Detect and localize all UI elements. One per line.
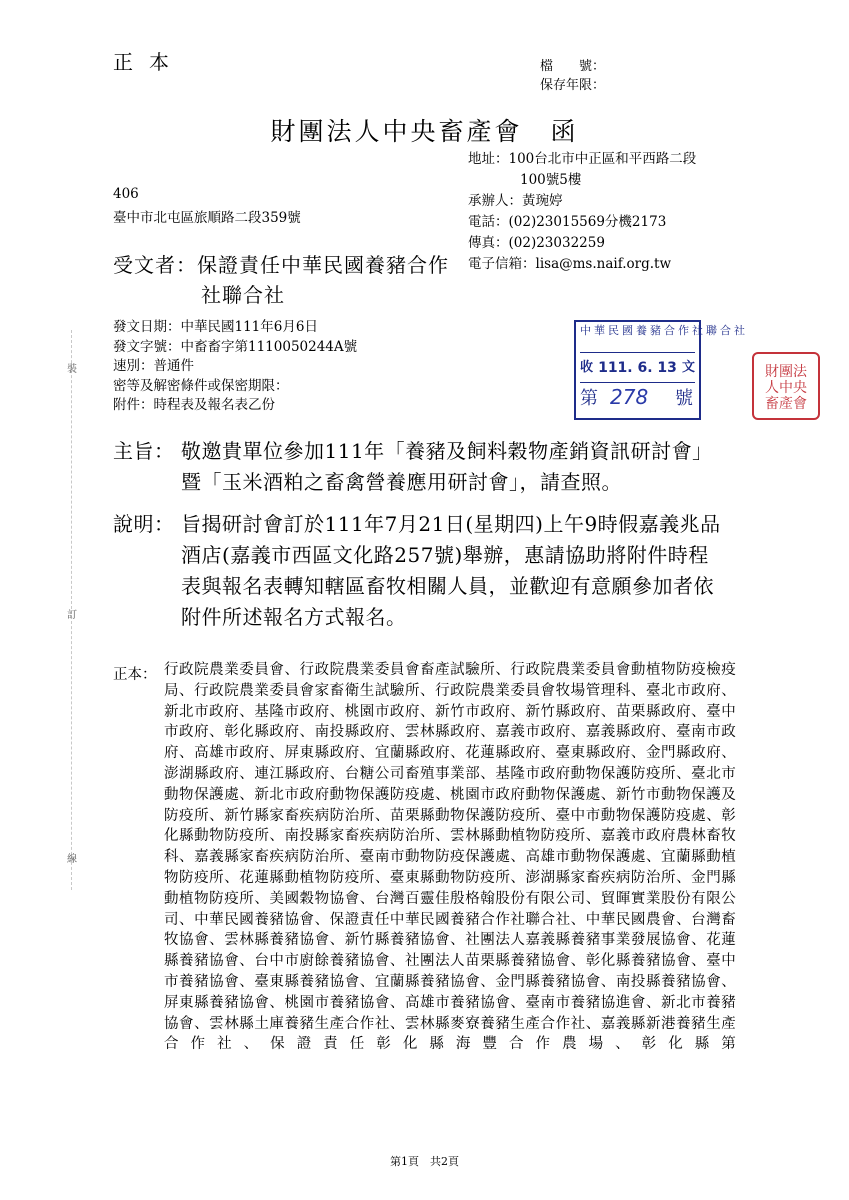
receipt-stamp-org: 中華民國養豬合作社聯合社 [580,324,695,353]
archive-file-no: 檔 號： [540,59,606,74]
copy-mark: 正本 [113,50,185,74]
subject-line1: 敬邀貴單位參加111年「養豬及飼料穀物產銷資訊研討會」 [181,439,713,463]
secrecy-level: 密等及解密條件或保密期限： [113,377,289,394]
document-meta [113,318,357,416]
sender-address [468,149,696,275]
binding-mark-ding: 訂 [67,610,77,621]
subject-label: 主旨： [113,439,175,463]
recipient-address: 臺中市北屯區旅順路二段359號 [113,210,301,226]
explanation-label: 說明： [113,512,175,536]
document-title: 財團法人中央畜產會 函 [270,117,579,146]
fax: 傳真：(02)23032259 [468,235,605,251]
subject-line2: 暨「玉米酒粕之畜禽營養應用研討會」，請查照。 [181,470,622,494]
seal-text: 財團法人中央畜產會 [765,364,807,412]
binding-mark-xian: 線 [67,854,77,865]
explanation-line1: 旨揭研討會訂於111年7月21日(星期四)上午9時假嘉義兆品 [181,512,721,536]
explanation-section [113,509,721,633]
receipt-stamp-prefix: 第 [580,388,598,409]
recipient-block [113,250,473,310]
explanation-line4: 附件所述報名方式報名。 [181,605,407,629]
speed-class: 速別：普通件 [113,358,194,374]
archive-retention: 保存年限： [540,78,606,93]
recipient-name-line2: 社聯合社 [201,283,285,307]
receipt-stamp [574,320,748,420]
distribution-label: 正本： [113,667,157,683]
page-number: 第1頁 共2頁 [390,1155,459,1168]
binding-mark-zhuang: 裝 [67,364,77,375]
issue-date: 發文日期：中華民國111年6月6日 [113,319,318,335]
receipt-stamp-side-left: 收 [580,360,594,375]
recipient-postcode: 406 [113,186,139,202]
attachment-info: 附件：時程表及報名表乙份 [113,397,275,413]
receipt-stamp-date: 111. 6. 13 [598,360,677,376]
receipt-stamp-number-row [580,384,695,414]
organization-seal [752,352,820,420]
distribution-list: 行政院農業委員會、行政院農業委員會畜產試驗所、行政院農業委員會動植物防疫檢疫局、行政院農業委員會家畜衛生試驗所、行政院農業委員會牧場管理科、臺北市政府、新北市政府、基隆市政府、桃園市政府、新竹市政府、新竹縣政府、苗栗縣政府、臺中市政府、彰化縣政府、南投縣政府、雲林縣政府、嘉義市政府、嘉義縣政府、臺南市政府、高雄市政府、屏東縣政府、宜蘭縣政府、花蓮縣政府、臺東縣政府、金門縣政府、澎湖縣政府、連江縣政府、台糖公司畜殖事業部、基隆市政府動物保護防疫所、臺北市動物保護處、新北市政府動物保護防疫處、桃園市政府動物保護處、新竹市動物保護及防疫所、新竹縣家畜疾病防治所、苗栗縣動物保護防疫所、臺中市動物保護防疫處、彰化縣動物防疫所、南投縣家畜疾病防治所、雲林縣動植物防疫所、嘉義市政府農林畜牧科、嘉義縣家畜疾病防治所、臺南市動物防疫保護處、高雄市動物保護處、宜蘭縣動植物防疫所、花蓮縣動植物防疫所、臺東縣動物防疫所、澎湖縣家畜疾病防治所、金門縣動植物防疫所、美國穀物協會、台灣百靈佳殷格翰股份有限公司、貿暉實業股份有限公司、中華民國養豬協會、保證責任中華民國養豬合作社聯合社、中華民國農會、台灣畜牧協會、雲林縣養豬協會、新竹縣養豬協會、社團法人嘉義縣養豬事業發展協會、花蓮縣養豬協會、台中市廚餘養豬協會、社團法人苗栗縣養豬協會、彰化縣養豬協會、臺中市養豬協會、臺東縣養豬協會、宜蘭縣養豬協會、金門縣養豬協會、南投縣養豬協會、屏東縣養豬協會、桃園市養豬協會、高雄市養豬協會、臺南市養豬協進會、新北市養豬協會、雲林縣土庫養豬生產合作社、雲林縣麥寮養豬生產合作社、嘉義縣新港養豬生產合作社、保證責任彰化縣海豐合作農場、彰化縣第 [164,662,736,1053]
receipt-stamp-side-right: 文 [681,360,695,375]
document-number: 發文字號：中畜畜字第1110050244A號 [113,338,358,355]
sender-address-line2: 100號5樓 [520,172,582,188]
email: 電子信箱：lisa@ms.naif.org.tw [468,256,671,272]
contact-person: 承辦人：黃琬婷 [468,193,563,209]
receipt-stamp-date-row [580,354,695,383]
explanation-line3: 表與報名表轉知轄區畜牧相關人員，並歡迎有意願參加者依 [181,574,714,598]
subject-section [113,436,713,498]
explanation-line2: 酒店(嘉義市西區文化路257號)舉辦，惠請協助將附件時程 [181,543,709,567]
receipt-stamp-number: 278 [610,385,649,409]
sender-address-line1: 地址：100台北市中正區和平西路二段 [468,151,697,167]
receipt-stamp-suffix: 號 [675,388,693,409]
recipient-name-line1: 保證責任中華民國養豬合作 [197,253,449,277]
recipient-label: 受文者： [113,253,197,277]
phone: 電話：(02)23015569分機2173 [468,214,667,230]
